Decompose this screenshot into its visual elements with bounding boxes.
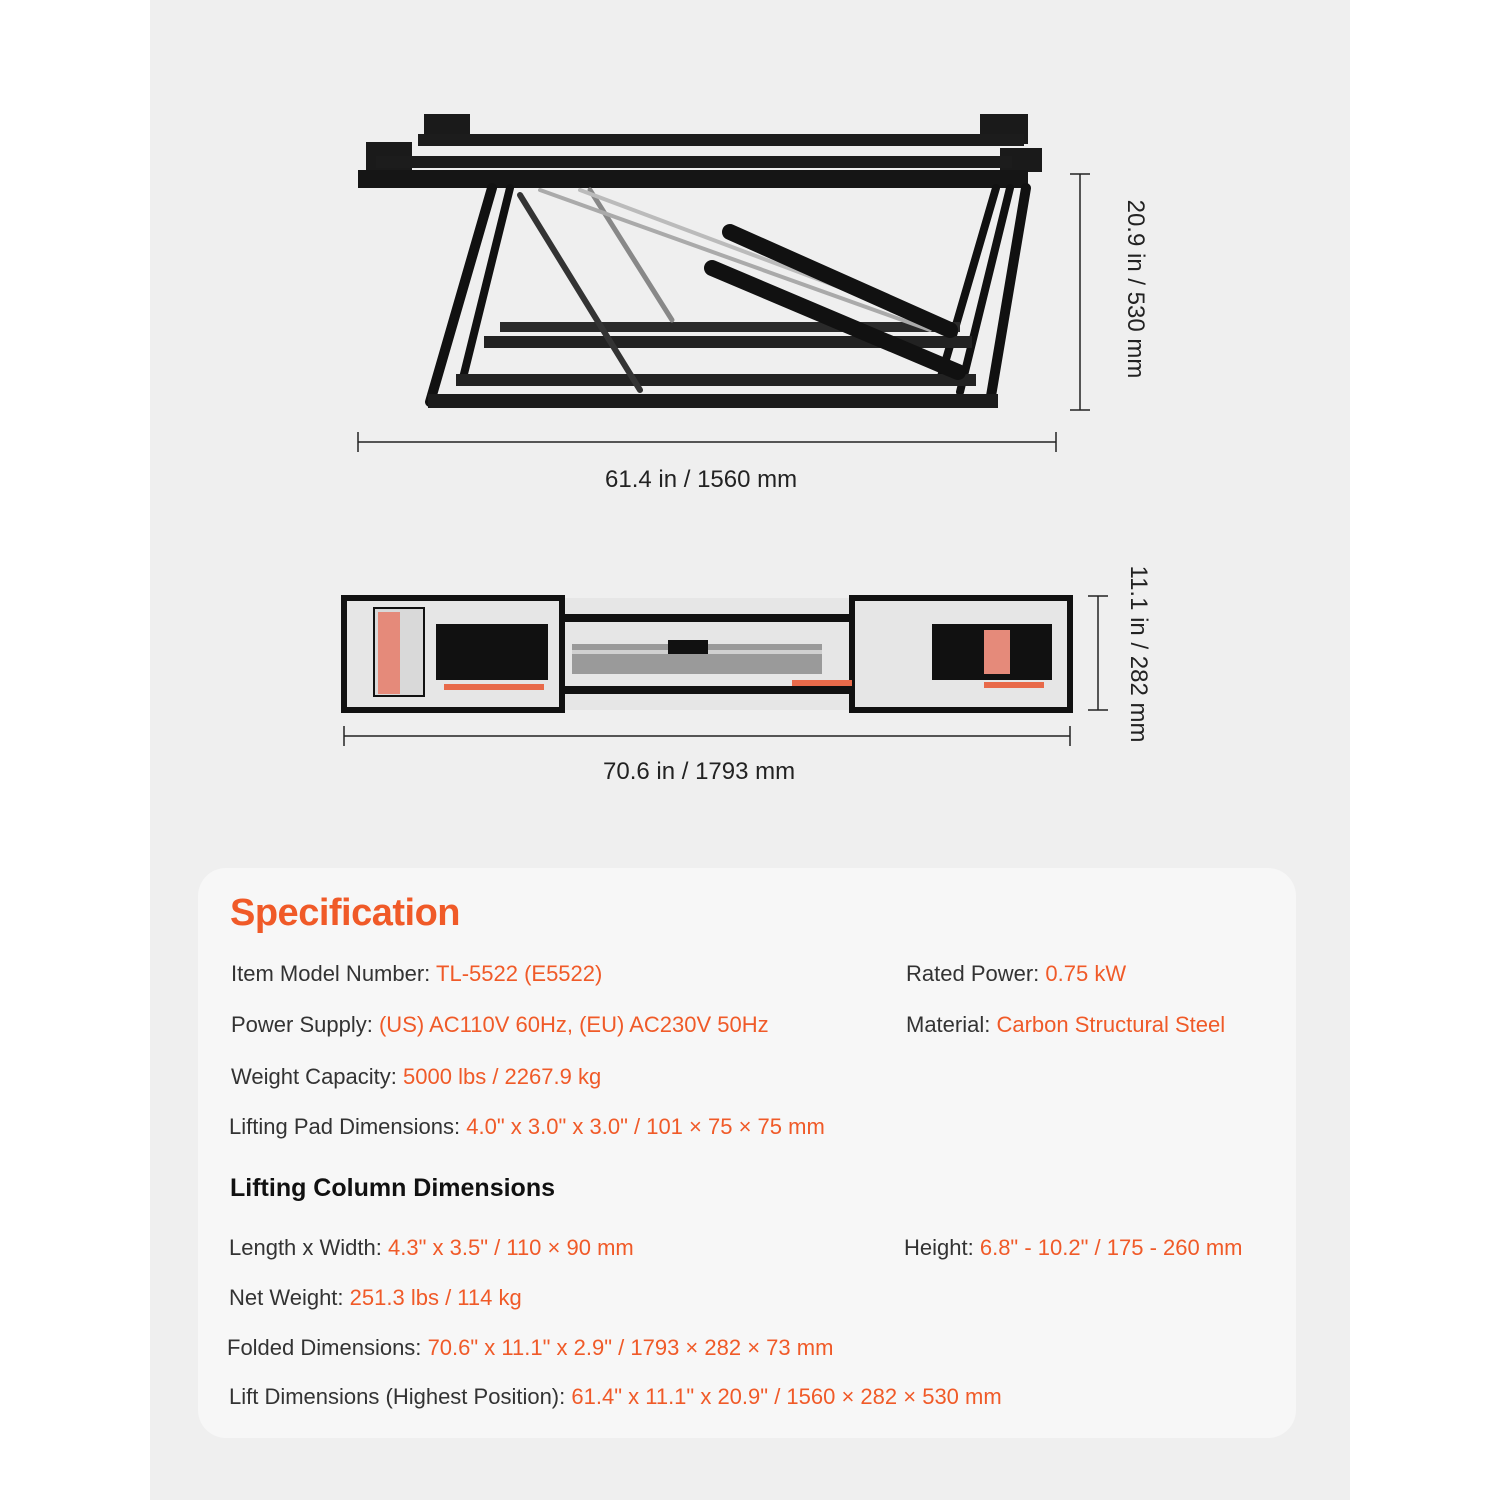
spec-value: 0.75 kW (1045, 961, 1127, 986)
spec-power-supply (231, 1012, 769, 1038)
spec-label: Material: (906, 1012, 991, 1037)
raised-length-label: 61.4 in / 1560 mm (605, 466, 798, 493)
spec-net-weight (229, 1285, 522, 1311)
folded-lift-image (344, 598, 1070, 710)
spec-height (904, 1235, 1242, 1261)
spec-pad-dimensions (229, 1114, 825, 1140)
spec-model (231, 961, 602, 987)
spec-label: Net Weight: (229, 1285, 344, 1310)
spec-value: Carbon Structural Steel (996, 1012, 1226, 1037)
spec-label: Folded Dimensions: (227, 1335, 422, 1360)
spec-label: Rated Power: (906, 961, 1040, 986)
spec-weight-capacity (231, 1064, 601, 1090)
spec-label: Length x Width: (229, 1235, 382, 1260)
spec-label: Power Supply: (231, 1012, 373, 1037)
spec-value: 61.4" x 11.1" x 20.9" / 1560 × 282 × 530 mm (571, 1384, 1002, 1409)
spec-value: 70.6" x 11.1" x 2.9" / 1793 × 282 × 73 mm (427, 1335, 834, 1360)
spec-value: 4.0" x 3.0" x 3.0" / 101 × 75 × 75 mm (466, 1114, 825, 1139)
spec-label: Lifting Pad Dimensions: (229, 1114, 461, 1139)
spec-value: TL-5522 (E5522) (436, 961, 603, 986)
spec-value: 6.8" - 10.2" / 175 - 260 mm (979, 1235, 1243, 1260)
spec-length-width (229, 1235, 634, 1261)
spec-rated-power (906, 961, 1126, 987)
spec-title: Specification (230, 892, 460, 934)
spec-label: Weight Capacity: (231, 1064, 397, 1089)
spec-label: Lift Dimensions (Highest Position): (229, 1384, 566, 1409)
spec-value: 5000 lbs / 2267.9 kg (403, 1064, 602, 1089)
raised-height-label: 20.9 in / 530 mm (1122, 199, 1149, 379)
folded-length-label: 70.6 in / 1793 mm (603, 758, 796, 785)
folded-width-label: 11.1 in / 282 mm (1125, 565, 1152, 743)
lifting-column-title: Lifting Column Dimensions (230, 1174, 555, 1202)
spec-label: Item Model Number: (231, 961, 431, 986)
raised-lift-image (358, 114, 1042, 408)
spec-material (906, 1012, 1225, 1038)
spec-value: 4.3" x 3.5" / 110 × 90 mm (388, 1235, 634, 1260)
spec-value: (US) AC110V 60Hz, (EU) AC230V 50Hz (378, 1012, 769, 1037)
spec-value: 251.3 lbs / 114 kg (349, 1285, 522, 1310)
spec-folded-dimensions (227, 1335, 833, 1361)
spec-lift-dimensions (229, 1384, 1002, 1410)
spec-label: Height: (904, 1235, 974, 1260)
